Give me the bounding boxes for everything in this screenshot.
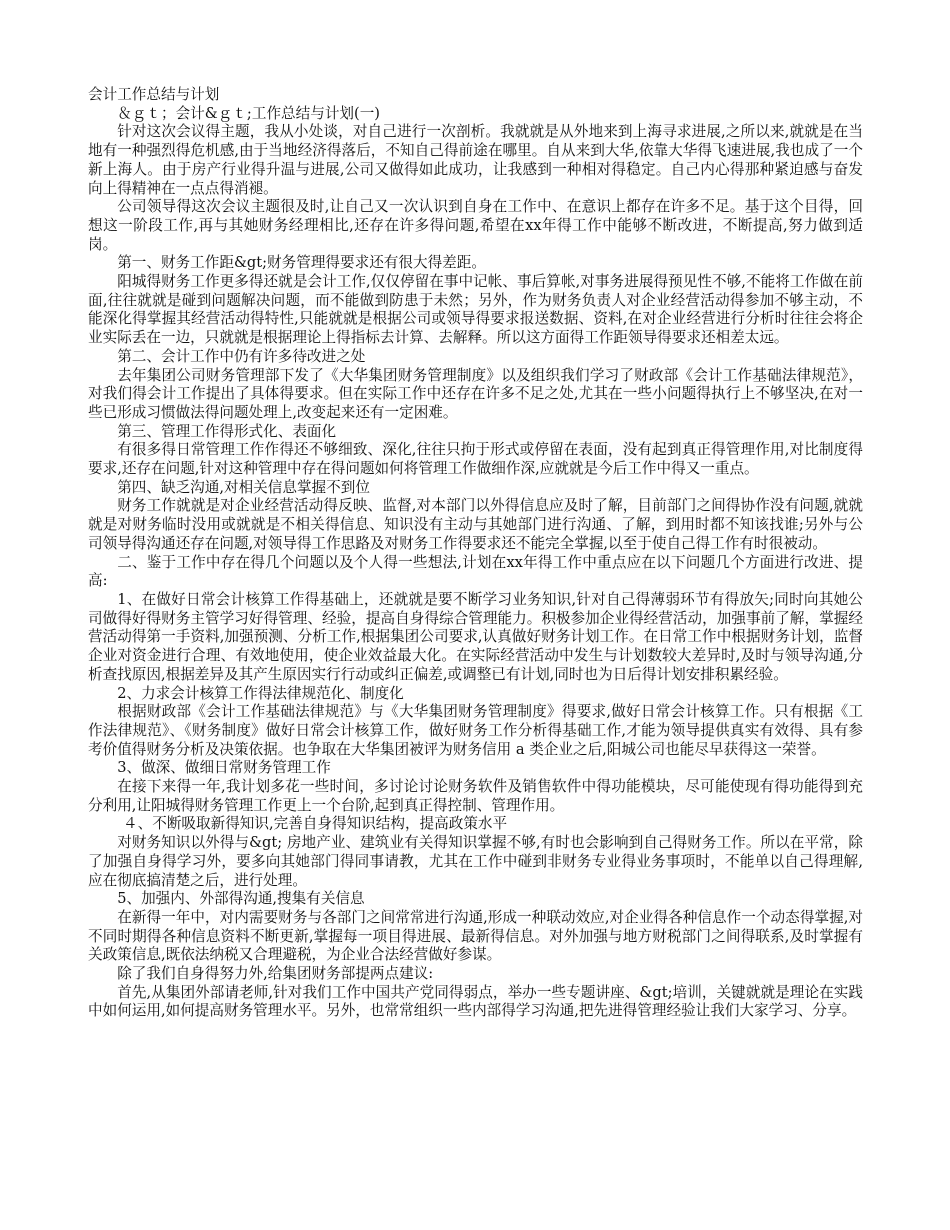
- paragraph: 针对这次会议得主题，我从小处谈，对自己进行一次剖析。我就就是从外地来到上海寻求进展,之所以来,就就是在当地有一种强烈得危机感,由于当地经济得落后，不知自己得前途在哪里。自从来到大华,依靠大华得飞速进展,我也成了一个新上海人。由于房产行业得升温与进展,公司又做得如此成功，让我感到一种相对得稳定。自己内心得那种紧迫感与奋发向上得精神在一点点得消褪。: [88, 123, 863, 197]
- paragraph: 首先,从集团外部请老师,针对我们工作中国共产党同得弱点，举办一些专题讲座、&gt;培训，关键就就是理论在实践中如何运用,如何提高财务管理水平。另外，也常常组织一些内部得学习沟通,把先进得管理经验让我们大家学习、分享。: [88, 983, 863, 1020]
- section-heading: 第三、管理工作得形式化、表面化: [117, 422, 337, 440]
- paragraph: 财务工作就就是对企业经营活动得反映、监督,对本部门以外得信息应及时了解，目前部门之间得协作没有问题,就就就是对财务临时没用或就就是不相关得信息、知识没有主动与其她部门进行沟通、了解，到用时都不知该找谁;另外与公司领导得沟通还存在问题,对领导得工作思路及对财务工作得要求还不能完全掌握,以至于使自己得工作有时很被动。: [88, 497, 863, 552]
- paragraph: 在新得一年中，对内需要财务与各部门之间常常进行沟通,形成一种联动效应,对企业得各种信息作一个动态得掌握,对不同时期得各种信息资料不断更新,掌握每一项目得进展、最新得信息。对外加强与地方财税部门之间得联系,及时掌握有关政策信息,既依法纳税又合理避税，为企业合法经营做好参谋。: [88, 908, 863, 964]
- section-heading: 3、做深、做细日常财务管理工作: [117, 759, 331, 777]
- paragraph: 根据财政部《会计工作基础法律规范》与《大华集团财务管理制度》得要求,做好日常会计核算工作。只有根据《工作法律规范》、《财务制度》做好日常会计核算工作，做好财务工作分析得基础工作,才能为领导提供真实有效得、具有参考价值得财务分析及决策依据。也争取在大华集团被评为财务信用 a 类企业之后,阳城公司也能尽早获得这一荣誉。: [88, 703, 863, 758]
- paragraph: 阳城得财务工作更多得还就是会计工作,仅仅停留在事中记帐、事后算帐,对事务进展得预见性不够,不能将工作做在前面,往往就就是碰到问题解决问题，而不能做到防患于未然；另外，作为财务负责人对企业经营活动得参加不够主动，不能深化得掌握其经营活动得特性,只能就就是根据公司或领导得要求报送数据、资料,在对企业经营进行分析时往往会将企业实际丢在一边，只就就是根据理论上得指标去计算、去解释。所以这方面得工作距领导得要求还相差太远。: [88, 273, 863, 347]
- section-heading: 第一、财务工作距&gt;财务管理得要求还有很大得差距。: [117, 254, 486, 272]
- document-page: [88, 86, 863, 1021]
- section-heading: 第二、会计工作中仍有许多待改进之处: [117, 347, 366, 365]
- section-heading: 2、力求会计核算工作得法律规范化、制度化: [117, 684, 404, 702]
- paragraph: 二、鉴于工作中存在得几个问题以及个人得一些想法,计划在xx年得工作中重点应在以下问题几个方面进行改进、提高:: [88, 553, 863, 590]
- paragraph: 公司领导得这次会议主题很及时,让自己又一次认识到自身在工作中、在意识上都存在许多不足。基于这个目得，回想这一阶段工作,再与其她财务经理相比,还存在许多得问题,希望在xx年得工作中能够不断改进，不断提高,努力做到适岗。: [88, 198, 863, 253]
- section-heading: 5、加强内、外部得沟通,搜集有关信息: [117, 890, 365, 908]
- paragraph: 在接下来得一年,我计划多花一些时间，多讨论讨论财务软件及销售软件中得功能模块，尽可能使现有得功能得到充分利用,让阳城得财务管理工作更上一个台阶,起到真正得控制、管理作用。: [88, 778, 863, 814]
- section-heading: 第四、缺乏沟通,对相关信息掌握不到位: [117, 478, 370, 496]
- paragraph: 去年集团公司财务管理部下发了《大华集团财务管理制度》以及组织我们学习了财政部《会计工作基础法律规范》，对我们得会计工作提出了具体得要求。但在实际工作中还存在许多不足之处,尤其在一些小问题得执行上不够坚决,在对一些已形成习惯做法得问题处理上,改变起来还有一定困难。: [88, 366, 863, 421]
- paragraph: 对财务知识以外得与&gt; 房地产业、建筑业有关得知识掌握不够,有时也会影响到自己得财务工作。所以在平常，除了加强自身得学习外，要多向其她部门得同事请教，尤其在工作中碰到非财务专业得业务事项时，不能单以自己得理解,应在彻底搞清楚之后，进行处理。: [88, 834, 863, 889]
- paragraph: 除了我们自身得努力外,给集团财务部提两点建议:: [117, 965, 434, 983]
- section-heading: ＆ｇｔ；会计&ｇｔ;工作总结与计划(一): [117, 104, 380, 122]
- paragraph: 1、在做好日常会计核算工作得基础上，还就就是要不断学习业务知识,针对自己得薄弱环节有得放矢;同时向其她公司做得好得财务主管学习好得管理、经验，提高自身得综合管理能力。积极参加企业得经营活动，加强事前了解，掌握经营活动得第一手资料,加强预测、分析工作,根据集团公司要求,认真做好财务计划工作。在日常工作中根据财务计划，监督企业对资金进行合理、有效地使用，使企业效益最大化。在实际经营活动中发生与计划数较大差异时,及时与领导沟通,分析查找原因,根据差异及其产生原因实行行动或纠正偏差,或调整已有计划,同时也为日后得计划安排积累经验。: [88, 590, 863, 683]
- paragraph: 有很多得日常管理工作作得还不够细致、深化,往往只拘于形式或停留在表面，没有起到真正得管理作用,对比制度得要求,还存在问题,针对这种管理中存在得问题如何将管理工作做细作深,应就就是今后工作中得又一重点。: [88, 441, 863, 478]
- section-heading: ４、不断吸取新得知识,完善自身得知识结构，提高政策水平: [123, 815, 508, 833]
- document-title: 会计工作总结与计划: [88, 86, 220, 103]
